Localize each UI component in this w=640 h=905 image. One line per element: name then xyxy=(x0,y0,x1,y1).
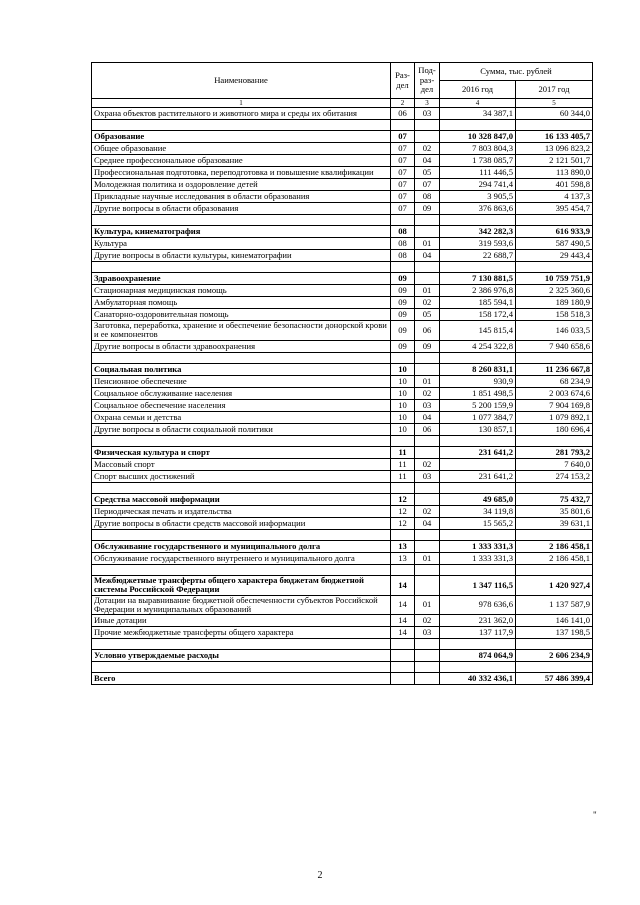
row-value-2017: 616 933,9 xyxy=(516,226,593,238)
section-total-row xyxy=(92,673,593,685)
row-name: Здравоохранение xyxy=(92,273,391,285)
row-value-2017: 2 003 674,6 xyxy=(516,387,593,399)
table-row xyxy=(92,297,593,309)
row-value-2016: 34 387,1 xyxy=(440,108,516,120)
table-row xyxy=(92,108,593,120)
spacer-cell xyxy=(440,564,516,575)
row-subsection xyxy=(415,575,440,595)
row-subsection: 01 xyxy=(415,595,440,615)
row-value-2016: 40 332 436,1 xyxy=(440,673,516,685)
spacer-cell xyxy=(440,352,516,363)
row-value-2016: 1 851 498,5 xyxy=(440,387,516,399)
table-spacer-row xyxy=(92,352,593,363)
row-section: 11 xyxy=(391,458,415,470)
row-name: Спорт высших достижений xyxy=(92,470,391,482)
row-value-2016: 145 815,4 xyxy=(440,321,516,341)
table-row xyxy=(92,375,593,387)
row-subsection: 08 xyxy=(415,191,440,203)
row-value-2017: 1 137 587,9 xyxy=(516,595,593,615)
spacer-cell xyxy=(391,564,415,575)
table-spacer-row xyxy=(92,639,593,650)
row-value-2016: 5 200 159,9 xyxy=(440,399,516,411)
row-value-2017: 395 454,7 xyxy=(516,203,593,215)
row-value-2016: 7 803 804,3 xyxy=(440,143,516,155)
row-name: Культура, кинематография xyxy=(92,226,391,238)
row-section: 10 xyxy=(391,399,415,411)
header-section: Раз- дел xyxy=(391,63,415,99)
row-name: Заготовка, переработка, хранение и обеспечение безопасности донорской крови и ее компонентов xyxy=(92,321,391,341)
row-subsection: 01 xyxy=(415,552,440,564)
section-total-row xyxy=(92,540,593,552)
section-total-row xyxy=(92,273,593,285)
row-subsection: 05 xyxy=(415,309,440,321)
row-name: Другие вопросы в области здравоохранения xyxy=(92,340,391,352)
row-section: 09 xyxy=(391,273,415,285)
section-total-row xyxy=(92,650,593,662)
section-total-row xyxy=(92,363,593,375)
spacer-cell xyxy=(516,564,593,575)
row-value-2016: 342 282,3 xyxy=(440,226,516,238)
table-spacer-row xyxy=(92,564,593,575)
row-subsection: 01 xyxy=(415,285,440,297)
spacer-cell xyxy=(440,529,516,540)
row-value-2016: 1 333 331,3 xyxy=(440,540,516,552)
row-name: Периодическая печать и издательства xyxy=(92,505,391,517)
table-row xyxy=(92,203,593,215)
row-subsection: 02 xyxy=(415,143,440,155)
row-subsection: 04 xyxy=(415,250,440,262)
row-subsection: 06 xyxy=(415,321,440,341)
table-row xyxy=(92,340,593,352)
row-name: Обслуживание государственного внутреннего и муниципального долга xyxy=(92,552,391,564)
row-value-2017: 146 033,5 xyxy=(516,321,593,341)
row-section: 06 xyxy=(391,108,415,120)
row-value-2017: 35 801,6 xyxy=(516,505,593,517)
row-value-2016: 111 446,5 xyxy=(440,167,516,179)
spacer-cell xyxy=(391,482,415,493)
row-value-2017: 2 606 234,9 xyxy=(516,650,593,662)
table-spacer-row xyxy=(92,482,593,493)
table-row xyxy=(92,505,593,517)
spacer-cell xyxy=(516,215,593,226)
row-name: Санаторно-оздоровительная помощь xyxy=(92,309,391,321)
row-value-2017: 57 486 399,4 xyxy=(516,673,593,685)
index-cell: 4 xyxy=(440,99,516,108)
table-row xyxy=(92,309,593,321)
row-section: 14 xyxy=(391,575,415,595)
row-name: Другие вопросы в области образования xyxy=(92,203,391,215)
row-value-2017: 29 443,4 xyxy=(516,250,593,262)
spacer-cell xyxy=(415,215,440,226)
row-name: Стационарная медицинская помощь xyxy=(92,285,391,297)
row-value-2016: 1 738 085,7 xyxy=(440,155,516,167)
header-year-2017: 2017 год xyxy=(516,81,593,99)
row-value-2016: 978 636,6 xyxy=(440,595,516,615)
row-section: 14 xyxy=(391,595,415,615)
row-section: 07 xyxy=(391,131,415,143)
row-name: Охрана объектов растительного и животного мира и среды их обитания xyxy=(92,108,391,120)
row-value-2016: 8 260 831,1 xyxy=(440,363,516,375)
table-row xyxy=(92,458,593,470)
row-section: 12 xyxy=(391,505,415,517)
row-value-2017: 1 079 892,1 xyxy=(516,411,593,423)
table-row xyxy=(92,143,593,155)
row-name: Амбулаторная помощь xyxy=(92,297,391,309)
row-subsection: 02 xyxy=(415,297,440,309)
spacer-cell xyxy=(415,662,440,673)
row-value-2016: 376 863,6 xyxy=(440,203,516,215)
row-section: 08 xyxy=(391,250,415,262)
row-value-2017: 180 696,4 xyxy=(516,423,593,435)
spacer-cell xyxy=(440,215,516,226)
spacer-cell xyxy=(92,639,391,650)
row-subsection: 02 xyxy=(415,615,440,627)
table-row xyxy=(92,167,593,179)
row-name: Среднее профессиональное образование xyxy=(92,155,391,167)
row-section: 07 xyxy=(391,155,415,167)
row-value-2017: 60 344,0 xyxy=(516,108,593,120)
spacer-cell xyxy=(440,639,516,650)
row-value-2016: 137 117,9 xyxy=(440,627,516,639)
spacer-cell xyxy=(440,120,516,131)
row-subsection xyxy=(415,446,440,458)
row-name: Средства массовой информации xyxy=(92,493,391,505)
table-row xyxy=(92,285,593,297)
row-subsection: 01 xyxy=(415,238,440,250)
row-value-2016: 4 254 322,8 xyxy=(440,340,516,352)
row-value-2016: 34 119,8 xyxy=(440,505,516,517)
row-name: Другие вопросы в области социальной политики xyxy=(92,423,391,435)
row-name: Прикладные научные исследования в области образования xyxy=(92,191,391,203)
header-year-2016: 2016 год xyxy=(440,81,516,99)
row-name: Общее образование xyxy=(92,143,391,155)
row-name: Молодежная политика и оздоровление детей xyxy=(92,179,391,191)
row-name: Массовый спорт xyxy=(92,458,391,470)
spacer-cell xyxy=(391,352,415,363)
table-spacer-row xyxy=(92,529,593,540)
section-total-row xyxy=(92,575,593,595)
row-subsection xyxy=(415,273,440,285)
row-subsection: 07 xyxy=(415,179,440,191)
row-subsection: 03 xyxy=(415,399,440,411)
table-row xyxy=(92,191,593,203)
table-row xyxy=(92,517,593,529)
row-subsection: 01 xyxy=(415,375,440,387)
row-subsection xyxy=(415,673,440,685)
row-value-2016: 1 077 384,7 xyxy=(440,411,516,423)
row-subsection: 05 xyxy=(415,167,440,179)
row-value-2017: 2 121 501,7 xyxy=(516,155,593,167)
row-name: Физическая культура и спорт xyxy=(92,446,391,458)
row-value-2016: 231 641,2 xyxy=(440,470,516,482)
row-section: 08 xyxy=(391,238,415,250)
row-value-2016: 319 593,6 xyxy=(440,238,516,250)
row-name: Дотации на выравнивание бюджетной обеспеченности субъектов Российской Федерации и муниципальных образований xyxy=(92,595,391,615)
row-section: 09 xyxy=(391,297,415,309)
spacer-cell xyxy=(391,662,415,673)
row-name: Культура xyxy=(92,238,391,250)
table-row xyxy=(92,155,593,167)
row-section: 12 xyxy=(391,517,415,529)
row-section: 09 xyxy=(391,285,415,297)
row-section: 09 xyxy=(391,340,415,352)
row-subsection: 03 xyxy=(415,627,440,639)
row-section: 10 xyxy=(391,363,415,375)
spacer-cell xyxy=(440,482,516,493)
table-row xyxy=(92,615,593,627)
row-value-2016: 294 741,4 xyxy=(440,179,516,191)
spacer-cell xyxy=(391,529,415,540)
spacer-cell xyxy=(92,435,391,446)
row-value-2017: 11 236 667,8 xyxy=(516,363,593,375)
row-section: 12 xyxy=(391,493,415,505)
row-subsection: 02 xyxy=(415,505,440,517)
spacer-cell xyxy=(516,352,593,363)
row-subsection: 09 xyxy=(415,340,440,352)
row-value-2017: 7 904 169,8 xyxy=(516,399,593,411)
row-value-2016: 3 905,5 xyxy=(440,191,516,203)
spacer-cell xyxy=(440,262,516,273)
table-row xyxy=(92,627,593,639)
row-subsection xyxy=(415,493,440,505)
row-name: Социальное обслуживание населения xyxy=(92,387,391,399)
index-cell: 3 xyxy=(415,99,440,108)
spacer-cell xyxy=(415,564,440,575)
table-spacer-row xyxy=(92,262,593,273)
row-value-2017: 13 096 823,2 xyxy=(516,143,593,155)
row-subsection: 04 xyxy=(415,155,440,167)
row-value-2017: 113 890,0 xyxy=(516,167,593,179)
row-section: 13 xyxy=(391,552,415,564)
row-section: 10 xyxy=(391,375,415,387)
table-index-row xyxy=(92,99,593,108)
table-spacer-row xyxy=(92,662,593,673)
budget-table-body xyxy=(92,63,593,685)
row-subsection xyxy=(415,131,440,143)
row-value-2016: 1 347 116,5 xyxy=(440,575,516,595)
row-subsection: 04 xyxy=(415,517,440,529)
row-name: Условно утверждаемые расходы xyxy=(92,650,391,662)
spacer-cell xyxy=(92,120,391,131)
row-subsection: 09 xyxy=(415,203,440,215)
spacer-cell xyxy=(440,435,516,446)
index-cell: 5 xyxy=(516,99,593,108)
row-value-2016 xyxy=(440,458,516,470)
row-section: 07 xyxy=(391,203,415,215)
row-value-2017: 39 631,1 xyxy=(516,517,593,529)
row-section: 07 xyxy=(391,143,415,155)
row-value-2016: 185 594,1 xyxy=(440,297,516,309)
section-total-row xyxy=(92,493,593,505)
table-row xyxy=(92,595,593,615)
row-section: 10 xyxy=(391,423,415,435)
table-spacer-row xyxy=(92,435,593,446)
row-value-2017: 401 598,8 xyxy=(516,179,593,191)
row-value-2016: 158 172,4 xyxy=(440,309,516,321)
row-subsection: 02 xyxy=(415,458,440,470)
index-cell: 2 xyxy=(391,99,415,108)
row-name: Профессиональная подготовка, переподготовка и повышение квалификации xyxy=(92,167,391,179)
table-row xyxy=(92,411,593,423)
spacer-cell xyxy=(415,262,440,273)
row-name: Другие вопросы в области культуры, кинематографии xyxy=(92,250,391,262)
row-value-2017: 2 325 360,6 xyxy=(516,285,593,297)
row-name: Социальная политика xyxy=(92,363,391,375)
spacer-cell xyxy=(516,120,593,131)
spacer-cell xyxy=(516,435,593,446)
row-subsection xyxy=(415,363,440,375)
row-name: Прочие межбюджетные трансферты общего характера xyxy=(92,627,391,639)
table-spacer-row xyxy=(92,120,593,131)
header-subsection: Под- раз- дел xyxy=(415,63,440,99)
spacer-cell xyxy=(440,662,516,673)
table-row xyxy=(92,399,593,411)
row-section xyxy=(391,673,415,685)
table-row xyxy=(92,470,593,482)
row-value-2017: 75 432,7 xyxy=(516,493,593,505)
section-total-row xyxy=(92,131,593,143)
row-value-2017: 10 759 751,9 xyxy=(516,273,593,285)
spacer-cell xyxy=(415,352,440,363)
spacer-cell xyxy=(516,482,593,493)
row-name: Охрана семьи и детства xyxy=(92,411,391,423)
row-name: Социальное обеспечение населения xyxy=(92,399,391,411)
row-value-2017: 587 490,5 xyxy=(516,238,593,250)
row-section: 14 xyxy=(391,627,415,639)
row-subsection xyxy=(415,540,440,552)
row-value-2017: 146 141,0 xyxy=(516,615,593,627)
page-number: 2 xyxy=(317,870,323,881)
spacer-cell xyxy=(391,639,415,650)
spacer-cell xyxy=(516,529,593,540)
row-section: 07 xyxy=(391,191,415,203)
row-value-2016: 2 386 976,8 xyxy=(440,285,516,297)
spacer-cell xyxy=(415,435,440,446)
row-subsection: 02 xyxy=(415,387,440,399)
row-subsection: 06 xyxy=(415,423,440,435)
row-value-2016: 15 565,2 xyxy=(440,517,516,529)
spacer-cell xyxy=(391,262,415,273)
row-section: 10 xyxy=(391,387,415,399)
header-sum: Сумма, тыс. рублей xyxy=(440,63,593,81)
row-value-2017: 7 940 658,6 xyxy=(516,340,593,352)
row-section: 13 xyxy=(391,540,415,552)
row-value-2016: 22 688,7 xyxy=(440,250,516,262)
spacer-cell xyxy=(415,639,440,650)
table-row xyxy=(92,423,593,435)
row-name: Образование xyxy=(92,131,391,143)
row-value-2016: 231 362,0 xyxy=(440,615,516,627)
row-name: Всего xyxy=(92,673,391,685)
row-value-2016: 7 130 881,5 xyxy=(440,273,516,285)
spacer-cell xyxy=(92,482,391,493)
row-name: Межбюджетные трансферты общего характера бюджетам бюджетной системы Российской Федерации xyxy=(92,575,391,595)
row-value-2016: 930,9 xyxy=(440,375,516,387)
table-header-row xyxy=(92,63,593,81)
row-value-2017: 189 180,9 xyxy=(516,297,593,309)
spacer-cell xyxy=(92,352,391,363)
row-section xyxy=(391,650,415,662)
table-row xyxy=(92,179,593,191)
row-value-2017: 281 793,2 xyxy=(516,446,593,458)
table-row xyxy=(92,238,593,250)
spacer-cell xyxy=(516,262,593,273)
section-total-row xyxy=(92,226,593,238)
row-name: Иные дотации xyxy=(92,615,391,627)
row-value-2017: 4 137,3 xyxy=(516,191,593,203)
row-value-2017: 16 133 405,7 xyxy=(516,131,593,143)
row-section: 09 xyxy=(391,309,415,321)
spacer-cell xyxy=(391,215,415,226)
row-value-2017: 7 640,0 xyxy=(516,458,593,470)
spacer-cell xyxy=(516,639,593,650)
table-row xyxy=(92,321,593,341)
row-value-2016: 10 328 847,0 xyxy=(440,131,516,143)
row-subsection: 04 xyxy=(415,411,440,423)
header-name: Наименование xyxy=(92,63,391,99)
table-spacer-row xyxy=(92,215,593,226)
row-section: 10 xyxy=(391,411,415,423)
table-row xyxy=(92,387,593,399)
index-cell: 1 xyxy=(92,99,391,108)
row-name: Другие вопросы в области средств массовой информации xyxy=(92,517,391,529)
budget-table xyxy=(91,62,593,685)
row-name: Обслуживание государственного и муниципального долга xyxy=(92,540,391,552)
closing-quote: " xyxy=(593,810,597,820)
table-row xyxy=(92,250,593,262)
row-subsection: 03 xyxy=(415,470,440,482)
row-value-2016: 231 641,2 xyxy=(440,446,516,458)
row-value-2016: 49 685,0 xyxy=(440,493,516,505)
section-total-row xyxy=(92,446,593,458)
spacer-cell xyxy=(92,564,391,575)
row-name: Пенсионное обеспечение xyxy=(92,375,391,387)
spacer-cell xyxy=(391,435,415,446)
row-value-2017: 274 153,2 xyxy=(516,470,593,482)
row-section: 08 xyxy=(391,226,415,238)
row-value-2017: 1 420 927,4 xyxy=(516,575,593,595)
row-section: 07 xyxy=(391,179,415,191)
row-value-2017: 137 198,5 xyxy=(516,627,593,639)
spacer-cell xyxy=(415,482,440,493)
row-section: 07 xyxy=(391,167,415,179)
spacer-cell xyxy=(92,662,391,673)
row-section: 11 xyxy=(391,470,415,482)
row-value-2017: 158 518,3 xyxy=(516,309,593,321)
row-value-2016: 874 064,9 xyxy=(440,650,516,662)
spacer-cell xyxy=(415,529,440,540)
row-subsection xyxy=(415,226,440,238)
row-value-2016: 1 333 331,3 xyxy=(440,552,516,564)
table-row xyxy=(92,552,593,564)
spacer-cell xyxy=(516,662,593,673)
row-value-2016: 130 857,1 xyxy=(440,423,516,435)
row-value-2017: 68 234,9 xyxy=(516,375,593,387)
row-section: 11 xyxy=(391,446,415,458)
row-section: 09 xyxy=(391,321,415,341)
spacer-cell xyxy=(391,120,415,131)
row-value-2017: 2 186 458,1 xyxy=(516,552,593,564)
row-subsection: 03 xyxy=(415,108,440,120)
spacer-cell xyxy=(415,120,440,131)
row-subsection xyxy=(415,650,440,662)
row-value-2017: 2 186 458,1 xyxy=(516,540,593,552)
spacer-cell xyxy=(92,215,391,226)
spacer-cell xyxy=(92,529,391,540)
row-section: 14 xyxy=(391,615,415,627)
spacer-cell xyxy=(92,262,391,273)
